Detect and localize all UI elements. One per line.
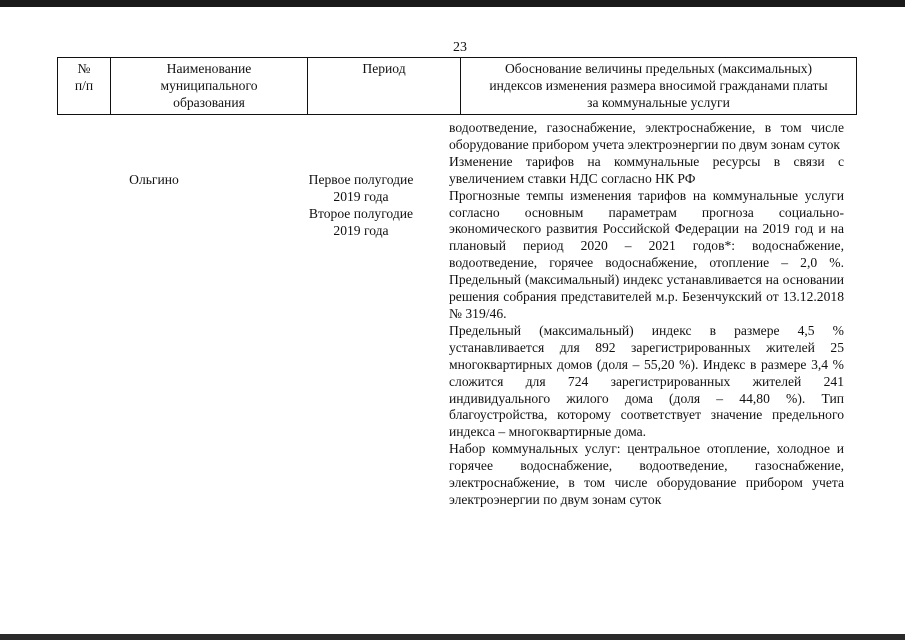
- header-cell-municipality: [111, 58, 308, 115]
- period-first-half-line: 2019 года: [333, 189, 389, 204]
- header-justification-line: Обоснование величины предельных (максимальных): [504, 61, 813, 76]
- header-number-line: №: [77, 61, 91, 76]
- period-second-half-line: Второе полугодие: [308, 206, 414, 221]
- table-header: [57, 57, 857, 115]
- header-cell-number: [58, 58, 111, 115]
- justification-column: [449, 120, 844, 509]
- header-cell-period: [308, 58, 461, 115]
- justification-index: Предельный (максимальный) индекс в размере 4,5 % устанавливается для 892 зарегистрированных жителей 25 многоквартирных домов (доля – 55,20 %). Индекс в размере 3,4 % сложится для 724 зарегистрированных жителей 241 индивидуального жилого дома (доля – 44,80 %). Тип благоустройства, которому соответствует значение предельного индекса – многоквартирные дома.: [449, 322, 844, 440]
- period-second-half-line: 2019 года: [333, 223, 389, 238]
- header-municipality-line: Наименование: [166, 61, 252, 76]
- header-justification-line: индексов изменения размера вносимой гражданами платы: [489, 78, 828, 93]
- header-municipality-line: образования: [173, 95, 245, 110]
- page-number: 23: [453, 40, 467, 55]
- header-cell-justification: [461, 58, 857, 115]
- header-justification-line: за коммунальные услуги: [587, 95, 730, 110]
- period-first-half-line: Первое полугодие: [308, 172, 414, 187]
- justification-services: Набор коммунальных услуг: центральное отопление, холодное и горячее водоснабжение, водоотведение, газоснабжение, электроснабжение, в том числе оборудование прибором учета электроэнергии по двум зонам суток: [449, 441, 844, 507]
- continuation-text: водоотведение, газоснабжение, электроснабжение, в том числе оборудование прибором учета электроэнергии по двум зонам суток: [449, 120, 844, 152]
- justification-forecast: Прогнозные темпы изменения тарифов на коммунальные услуги согласно основным параметрам прогноза социально-экономического развития Российской Федерации на 2019 год и на плановый период 2020 – 2021 годов*: водоснабжение, водоотведение, горячее водоснабжение, отопление – 2,0 %. Предельный (максимальный) индекс устанавливается на основании решения собрания представителей м.р. Безенчукский от 13.12.2018 № 319/46.: [449, 187, 844, 321]
- justification-vat: Изменение тарифов на коммунальные ресурсы в связи с увеличением ставки НДС согласно НК РФ: [449, 153, 844, 186]
- header-period-label: Период: [362, 61, 406, 76]
- header-number-line: п/п: [74, 78, 94, 93]
- period-first-half: [294, 171, 428, 205]
- scan-bottom-edge: [0, 634, 905, 640]
- scan-top-edge: [0, 0, 905, 7]
- municipality-name: Ольгино: [129, 172, 179, 187]
- period-second-half: [294, 205, 428, 239]
- header-municipality-line: муниципального: [160, 78, 258, 93]
